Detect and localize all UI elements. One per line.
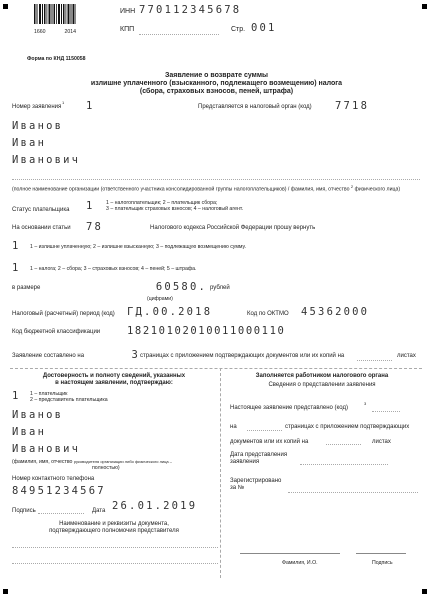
inn-field[interactable]: 770112345678	[139, 4, 242, 16]
amount-label: в размере	[12, 285, 41, 291]
barcode	[34, 4, 76, 35]
pages-with-docs: страницах с приложением подтверждающих	[285, 424, 410, 430]
article-label: На основании статьи	[12, 225, 71, 231]
overpaid-field[interactable]: 1	[12, 240, 21, 252]
document-line-1[interactable]	[12, 538, 218, 548]
signer-fio-caption-3: полностью)	[92, 465, 120, 471]
signer-fio-caption	[12, 459, 220, 471]
submission-date-label-1: Дата представления	[230, 452, 288, 458]
pages-text: страницах с приложением подтверждающих документов или их копий на	[140, 353, 345, 359]
registered-number-field[interactable]	[288, 483, 418, 493]
right-pages-field[interactable]	[247, 421, 282, 431]
registered-label	[230, 478, 281, 492]
docs-copies: документов или их копий на	[230, 439, 309, 445]
title-line-2: излишне уплаченного (взысканного, подлежащего возмещению) налога	[90, 80, 343, 87]
code-field[interactable]	[372, 402, 400, 412]
right-sheets-field[interactable]	[326, 435, 361, 445]
sheets-label: листах	[397, 353, 416, 359]
barcode-number-left: 1660	[34, 29, 46, 35]
kpp-label: КПП	[120, 26, 135, 33]
signer-fio-caption-1: (фамилия, имя, отчество	[12, 459, 73, 465]
footnote-3: 3	[364, 401, 367, 406]
signer-name-field[interactable]: Иван	[12, 426, 47, 438]
corner-marker-top-left	[3, 4, 8, 9]
kbk-label: Код бюджетной классификации	[12, 329, 101, 335]
payer-status-options-2: 3 – плательщик страховых взносов; 4 – налоговый агент.	[106, 206, 244, 212]
submission-date-label	[230, 452, 287, 466]
sheets-field[interactable]	[357, 351, 392, 361]
page-label: Стр.	[231, 26, 246, 33]
amount-unit: рублей	[210, 285, 230, 291]
official-sign-caption: Подпись	[372, 560, 393, 566]
payer-name-caption-tail: физического лица)	[354, 186, 401, 193]
pages-field[interactable]: 3	[131, 349, 140, 361]
footnote-2: 2	[350, 184, 354, 189]
document-caption-1: Наименование и реквизиты документа,	[59, 521, 169, 527]
date-label: Дата	[92, 508, 106, 514]
application-number-field[interactable]: 1	[86, 100, 95, 112]
form-code: Форма по КНД 1150058	[27, 56, 86, 62]
official-fio-caption: Фамилия, И.О.	[282, 560, 318, 566]
phone-field[interactable]: 84951234567	[12, 485, 106, 497]
signer-patronymic-field[interactable]: Иванович	[12, 443, 81, 455]
barcode-icon	[34, 4, 76, 24]
signer-fio-caption-2: руководителя организации либо физического лица –	[73, 459, 172, 464]
page-number-field: 001	[251, 22, 277, 34]
kbk-field[interactable]: 18210102010011000110	[127, 325, 286, 337]
payer-name-field[interactable]: Иван	[12, 137, 47, 149]
period-field[interactable]: ГД.00.2018	[127, 306, 213, 318]
article-text: Налогового кодекса Российской Федерации прошу вернуть	[150, 225, 316, 231]
signer-surname-field[interactable]: Иванов	[12, 409, 64, 421]
article-field[interactable]: 78	[86, 221, 104, 233]
payer-status-field[interactable]: 1	[86, 200, 95, 212]
payer-name-caption-text: (полное наименование организации (ответственного участника консолидированной группы налогоплательщиков) / фамилия, имя, отчество	[12, 186, 350, 193]
oktmo-label: Код по ОКТМО	[247, 311, 289, 317]
payer-status-label: Статус плательщика	[12, 207, 70, 213]
right-subheading: Сведения о представлении заявления	[268, 382, 376, 388]
official-fio-line[interactable]	[240, 553, 340, 554]
payer-extra-line	[12, 170, 420, 180]
on-label: на	[230, 424, 237, 430]
document-line-2[interactable]	[12, 554, 218, 564]
column-divider	[220, 368, 221, 578]
footnote-1: 1	[62, 100, 65, 105]
corner-marker-bottom-left	[3, 589, 8, 594]
registered-label-1: Зарегистрировано	[230, 478, 282, 484]
tax-type-options: 1 – налога; 2 – сбора; 3 – страховых взносов; 4 – пеней; 5 – штрафа.	[30, 266, 197, 272]
code-text: Настоящее заявление представлено (код)	[230, 405, 348, 411]
period-label: Налоговый (расчетный) период (код)	[12, 311, 115, 317]
signature-field[interactable]	[38, 504, 84, 514]
signer-role-options	[30, 391, 108, 403]
title-line-3: (сбора, страховых взносов, пеней, штрафа)	[139, 88, 294, 95]
amount-field[interactable]: 60580.	[155, 281, 207, 293]
signer-role-option-1: 1 – плательщик	[30, 391, 68, 397]
payer-status-options-1: 1 – налогоплательщик; 2 – плательщик сбора;	[106, 200, 218, 206]
overpaid-options: 1 – излишне уплаченную; 2 – излишне взысканную; 3 – подлежащую возмещению сумму.	[30, 244, 247, 250]
submission-date-label-2: заявления	[230, 459, 260, 465]
payer-surname-field[interactable]: Иванов	[12, 120, 64, 132]
right-heading: Заполняется работником налогового органа	[255, 373, 389, 379]
oktmo-field[interactable]: 45362000	[301, 306, 370, 318]
document-caption	[10, 521, 218, 535]
payer-name-caption	[12, 184, 422, 193]
barcode-number-right: 2014	[64, 29, 76, 35]
corner-marker-bottom-right	[422, 589, 427, 594]
title-line-1: Заявление о возврате суммы	[164, 72, 269, 79]
document-title	[0, 72, 433, 96]
amount-caption: (цифрами)	[147, 296, 173, 302]
tax-type-field[interactable]: 1	[12, 262, 21, 274]
payer-patronymic-field[interactable]: Иванович	[12, 154, 81, 166]
right-sheets-label: листах	[372, 439, 391, 445]
phone-label: Номер контактного телефона	[12, 476, 95, 482]
registered-label-2: за №	[230, 485, 245, 491]
official-sign-line[interactable]	[356, 553, 406, 554]
tax-office-field[interactable]: 7718	[335, 100, 370, 112]
left-heading-1: Достоверность и полноту сведений, указанных	[42, 373, 186, 379]
signature-label: Подпись	[12, 508, 36, 514]
document-caption-2: подтверждающего полномочия представителя	[49, 528, 179, 534]
left-heading	[10, 373, 218, 387]
submission-date-field[interactable]	[300, 455, 388, 465]
section-divider	[10, 368, 422, 369]
inn-label: ИНН	[120, 8, 136, 15]
payer-status-options	[106, 200, 243, 212]
signer-role-field[interactable]: 1	[12, 390, 21, 402]
left-heading-2: в настоящем заявлении, подтверждаю:	[55, 380, 173, 386]
date-field[interactable]: 26.01.2019	[112, 500, 198, 512]
corner-marker-top-right	[422, 4, 427, 9]
tax-office-label: Представляется в налоговый орган (код)	[198, 104, 312, 110]
application-number-label: Номер заявления	[12, 104, 62, 110]
signer-role-option-2: 2 – представитель плательщика	[30, 397, 108, 403]
pages-prefix: Заявление составлено на	[12, 353, 85, 359]
kpp-field[interactable]	[139, 24, 219, 35]
